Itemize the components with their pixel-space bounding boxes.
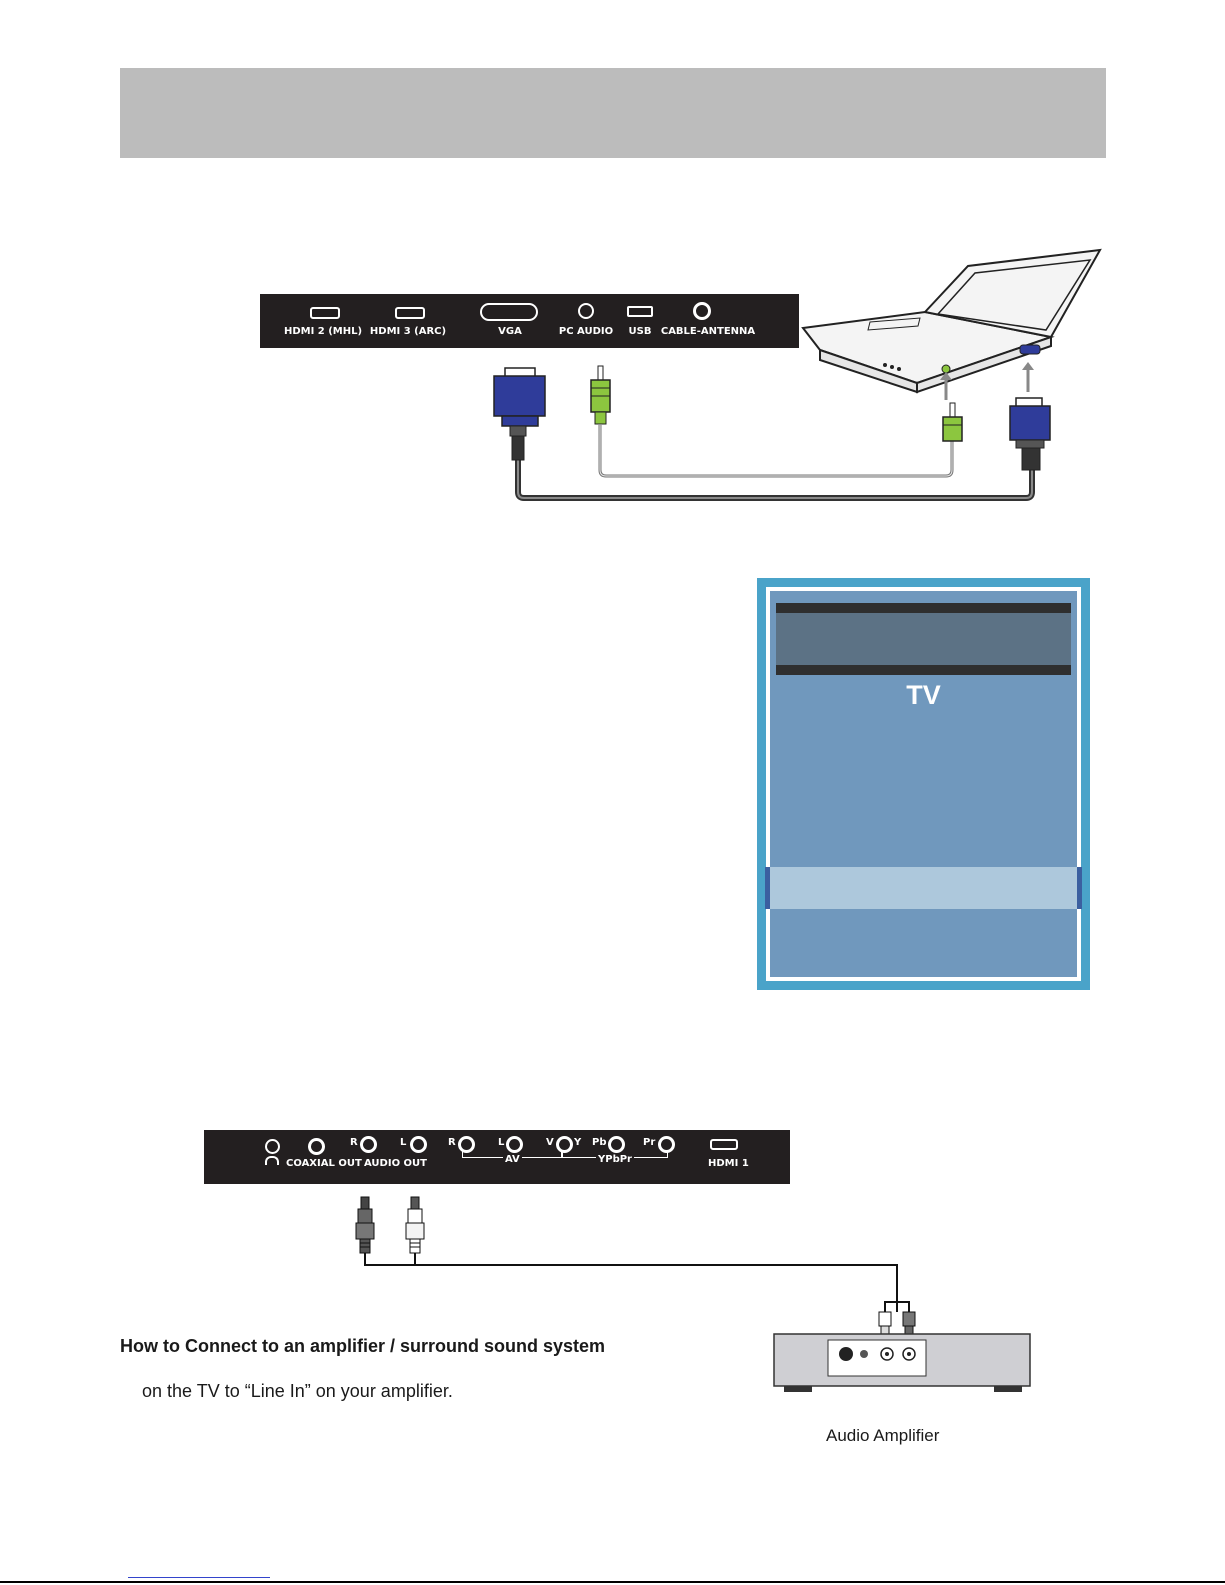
cable-antenna-label: CABLE-ANTENNA <box>660 326 756 337</box>
vga-plug-icon <box>494 368 545 460</box>
hdmi1-port-icon <box>710 1139 738 1150</box>
footer-link-underline[interactable] <box>128 1577 270 1578</box>
laptop-icon <box>803 250 1100 392</box>
audio-out-label: AUDIO OUT <box>364 1158 427 1169</box>
rca-plug-icon <box>406 1197 424 1253</box>
coaxial-port-icon <box>308 1138 325 1155</box>
av-l-label: L <box>498 1137 505 1148</box>
pr-label: Pr <box>643 1137 656 1148</box>
amplifier-instruction-text: on the TV to “Line In” on your amplifier. <box>142 1381 453 1401</box>
tv-rear-panel-audio <box>204 1130 790 1184</box>
audio-amplifier-icon <box>774 1334 1030 1392</box>
audio-plug-icon <box>943 403 962 441</box>
coaxial-out-label: COAXIAL OUT <box>286 1158 362 1169</box>
av-r-label: R <box>448 1137 456 1148</box>
ypbpr-label: YPbPr <box>598 1154 632 1165</box>
tv-menu-selection-edge <box>765 867 770 909</box>
tv-menu-selected-item[interactable] <box>765 867 1082 909</box>
y-label: Y <box>574 1137 582 1148</box>
av-v-label: V <box>546 1137 554 1148</box>
audio-amplifier-label: Audio Amplifier <box>826 1426 940 1445</box>
rca-port-icon <box>410 1136 427 1153</box>
hdmi2-label: HDMI 2 (MHL) <box>283 326 363 337</box>
pb-label: Pb <box>592 1137 607 1148</box>
hdmi3-label: HDMI 3 (ARC) <box>369 326 447 337</box>
rca-plug-icon <box>879 1312 915 1334</box>
rca-port-icon <box>360 1136 377 1153</box>
headphone-icon <box>265 1156 279 1165</box>
av-label: AV <box>505 1154 520 1165</box>
pc-connection-diagram <box>0 0 1225 520</box>
rca-plug-icon <box>356 1197 374 1253</box>
tv-menu-header <box>776 613 1071 665</box>
vga-label: VGA <box>498 326 522 337</box>
vga-plug-icon <box>1010 398 1050 470</box>
audio-out-l-label: L <box>400 1137 407 1148</box>
tv-menu-header-top <box>776 603 1071 613</box>
tv-menu-title: TV <box>906 680 941 710</box>
audio-out-r-label: R <box>350 1137 358 1148</box>
headphone-jack-icon <box>265 1139 280 1154</box>
usb-label: USB <box>628 326 652 337</box>
audio-plug-icon <box>591 366 610 424</box>
hdmi1-label: HDMI 1 <box>708 1158 749 1169</box>
tv-menu-selection-edge <box>1077 867 1082 909</box>
pc-audio-label: PC AUDIO <box>558 326 614 337</box>
footer-rule <box>0 1581 1225 1583</box>
amplifier-section-heading: How to Connect to an amplifier / surround sound system <box>120 1336 606 1356</box>
tv-menu-header-bottom <box>776 665 1071 675</box>
